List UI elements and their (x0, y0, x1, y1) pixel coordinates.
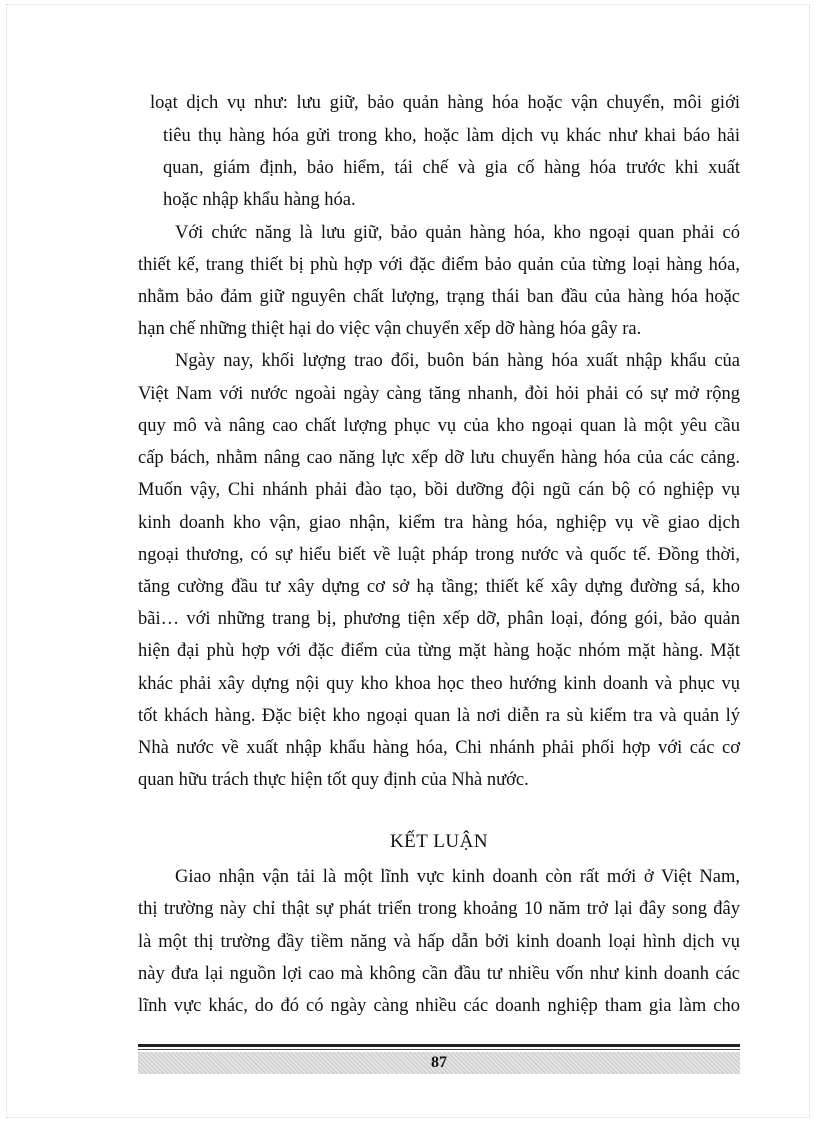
text-line: bãi… với những trang bị, phương tiện xếp dỡ, phân loại, đóng gói, bảo quản (138, 609, 740, 629)
text-line: quy mô và nâng cao chất lượng phục vụ của kho ngoại quan là một yêu cầu (138, 416, 740, 436)
text-line: là một thị trường đầy tiềm năng và hấp dẫn bởi kinh doanh loại hình dịch vụ (138, 932, 740, 952)
text-line: nhằm bảo đảm giữ nguyên chất lượng, trạng thái ban đầu của hàng hóa hoặc (138, 287, 740, 307)
text-line: cấp bách, nhằm nâng cao năng lực xếp dỡ lưu chuyển hàng hóa của các cảng. (138, 448, 740, 468)
text-line: Việt Nam với nước ngoài ngày càng tăng nhanh, đòi hỏi phải có sự mở rộng (138, 384, 740, 404)
page-number: 87 (431, 1054, 447, 1071)
text-line: hoặc nhập khẩu hàng hóa. (163, 190, 356, 210)
text-line: lĩnh vực khác, do đó có ngày càng nhiều các doanh nghiệp tham gia làm cho (138, 996, 740, 1016)
text-line: Nhà nước về xuất nhập khẩu hàng hóa, Chi nhánh phải phối hợp với các cơ (138, 738, 740, 758)
text-line: Muốn vậy, Chi nhánh phải đào tạo, bồi dưỡng đội ngũ cán bộ có nghiệp vụ (138, 480, 740, 500)
text-line: kinh doanh kho vận, giao nhận, kiểm tra hàng hóa, nghiệp vụ về giao dịch (138, 513, 740, 533)
text-line: hiện đại phù hợp với đặc điểm của từng mặt hàng hoặc nhóm mặt hàng. Mặt (138, 641, 740, 661)
text-line: tốt khách hàng. Đặc biệt kho ngoại quan là nơi diễn ra sù kiểm tra và quản lý (138, 706, 740, 726)
text-line: này đưa lại nguồn lợi cao mà không cần đầu tư nhiều vốn như kinh doanh các (138, 964, 740, 984)
page-footer (138, 1044, 740, 1074)
text-line: khác phải xây dựng nội quy kho khoa học theo hướng kinh doanh và phục vụ (138, 674, 740, 694)
text-line: tiêu thụ hàng hóa gửi trong kho, hoặc làm dịch vụ khác như khai báo hải (163, 126, 740, 146)
text-line: loạt dịch vụ như: lưu giữ, bảo quản hàng hóa hoặc vận chuyển, môi giới (150, 93, 740, 113)
text-line: tăng cường đầu tư xây dựng cơ sở hạ tầng; thiết kế xây dựng đường sá, kho (138, 577, 740, 597)
text-line: Với chức năng là lưu giữ, bảo quản hàng hóa, kho ngoại quan phải có (175, 223, 740, 243)
text-line: hạn chế những thiệt hại do việc vận chuyển xếp dỡ hàng hóa gây ra. (138, 319, 642, 339)
text-line: quan hữu trách thực hiện tốt quy định của Nhà nước. (138, 770, 529, 790)
section-heading: KẾT LUẬN (389, 831, 489, 852)
text-line: Giao nhận vận tải là một lĩnh vực kinh doanh còn rất mới ở Việt Nam, (175, 867, 740, 887)
text-line: thị trường này chỉ thật sự phát triển trong khoảng 10 năm trở lại đây song đây (138, 899, 740, 919)
text-line: ngoại thương, có sự hiểu biết về luật pháp trong nước và quốc tế. Đồng thời, (138, 545, 740, 565)
footer-rule-thick (138, 1044, 740, 1047)
text-line: thiết kế, trang thiết bị phù hợp với đặc điểm bảo quản của từng loại hàng hóa, (138, 255, 740, 275)
text-line: quan, giám định, bảo hiểm, tái chế và gia cố hàng hóa trước khi xuất (163, 158, 740, 178)
footer-rule-thin (138, 1049, 740, 1050)
text-line: Ngày nay, khối lượng trao đổi, buôn bán hàng hóa xuất nhập khẩu của (175, 351, 740, 371)
